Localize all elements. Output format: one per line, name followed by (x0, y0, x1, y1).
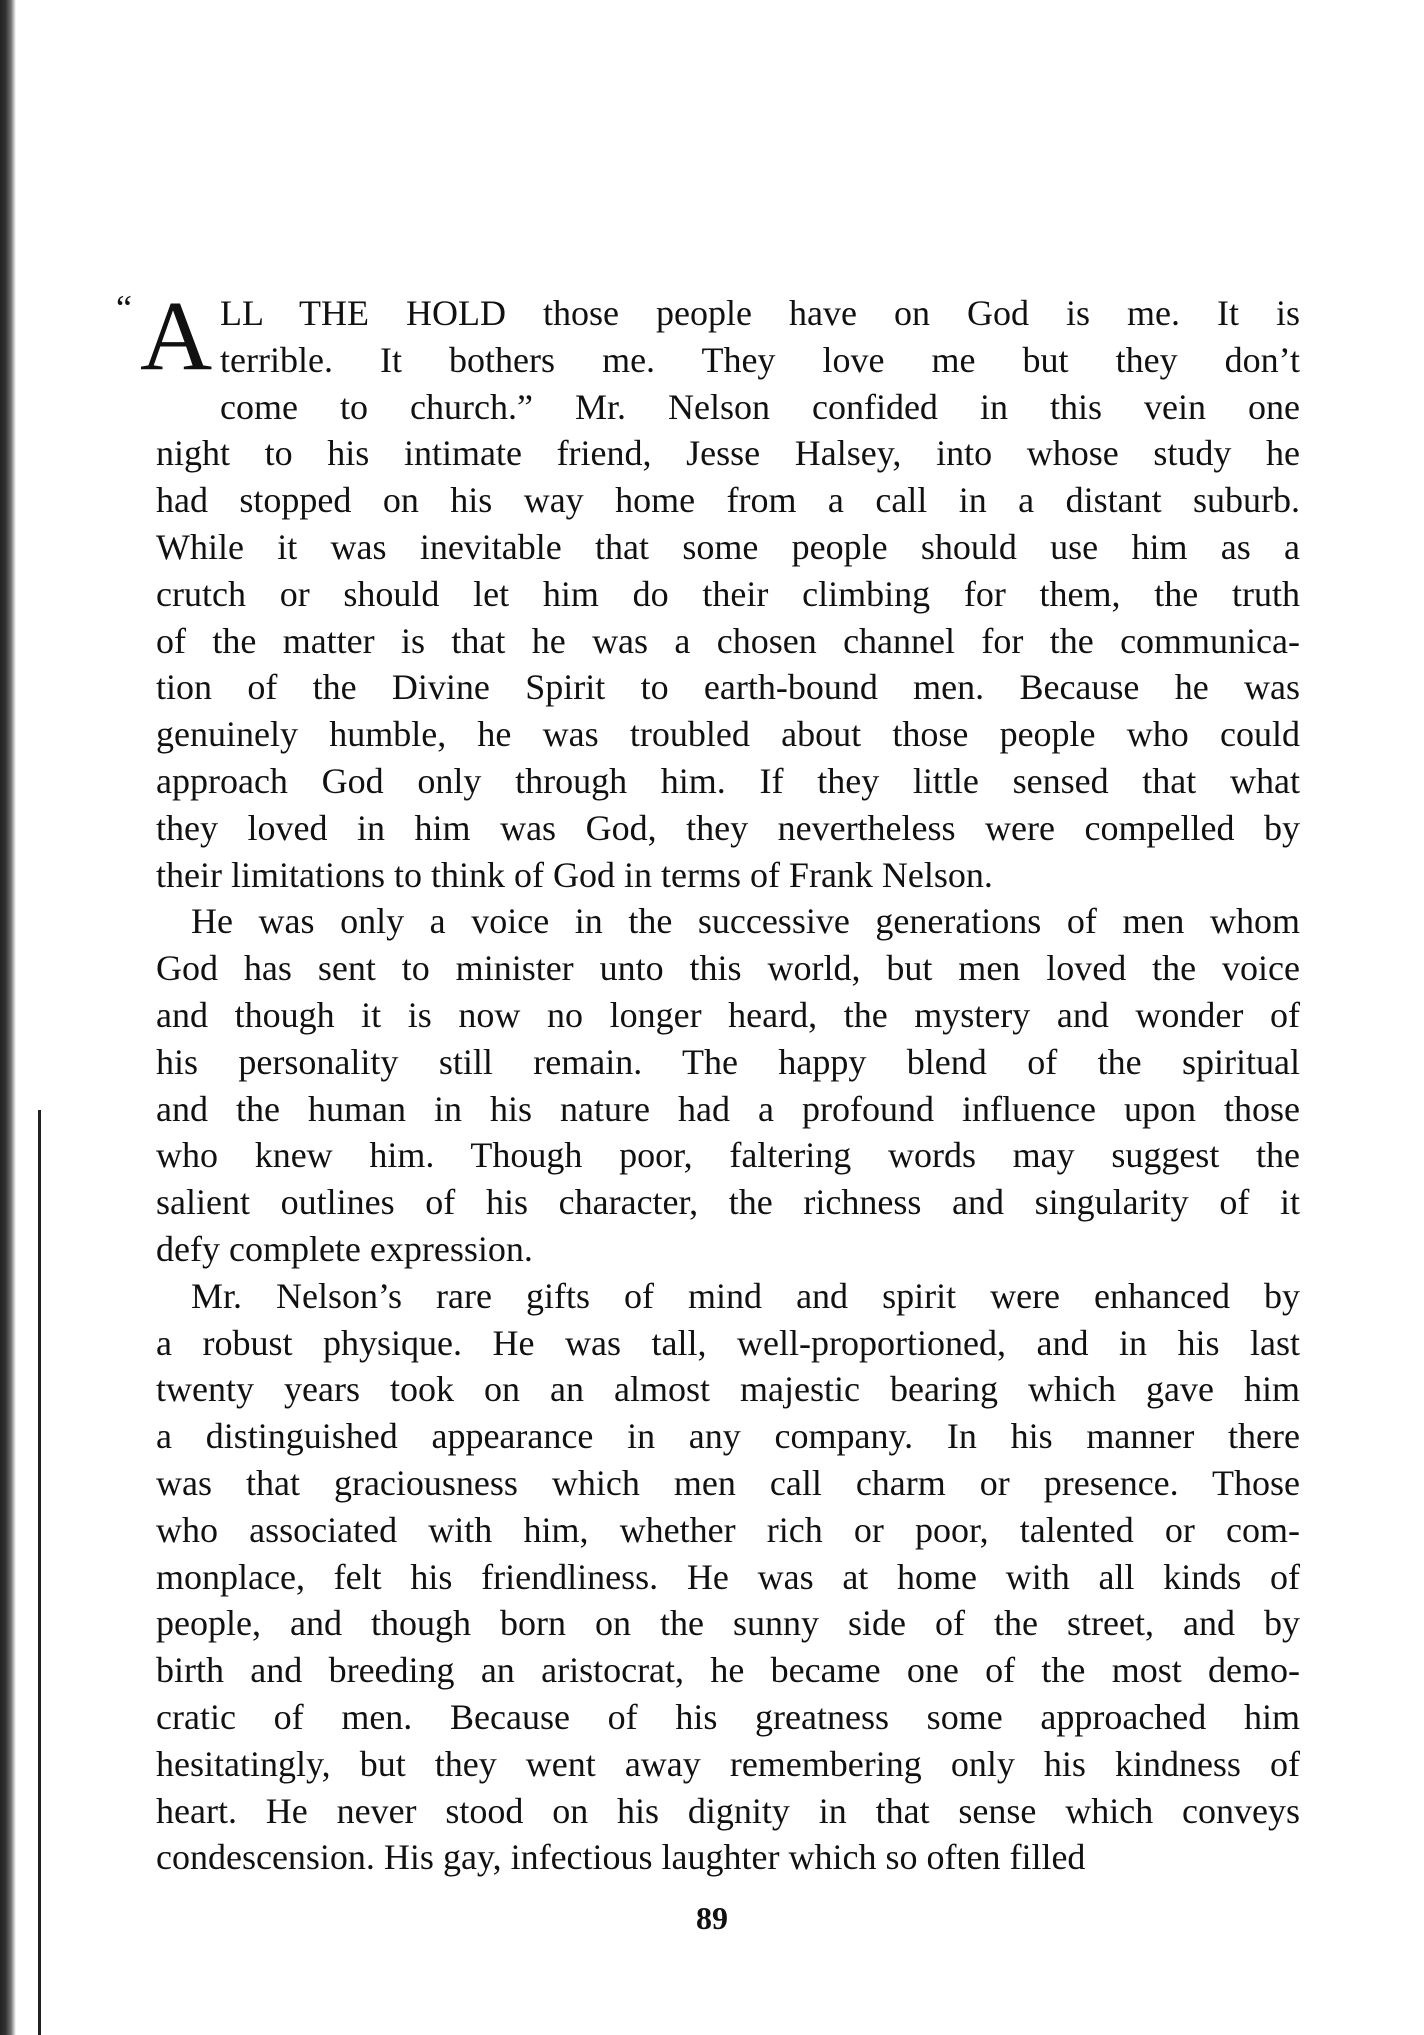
text-line: cratic of men. Because of his greatness some approached him (156, 1697, 1300, 1737)
text-line: LL THE HOLD those people have on God is me. It is (220, 293, 1300, 333)
text-line: and the human in his nature had a profound influence upon those (156, 1088, 1300, 1129)
text-line: his personality still remain. The happy blend of the spiritual (156, 1041, 1300, 1082)
text-line: birth and breeding an aristocrat, he became one of the most demo- (156, 1650, 1300, 1691)
text-line: who associated with him, whether rich or poor, talented or com- (156, 1509, 1300, 1550)
text-line: heart. He never stood on his dignity in that sense which conveys (156, 1790, 1300, 1831)
text-line: night to his intimate friend, Jesse Halsey, into whose study he (156, 433, 1300, 474)
text-line: genuinely humble, he was troubled about those people who could (156, 714, 1300, 755)
text-line: crutch or should let him do their climbing for them, the truth (156, 573, 1300, 614)
text-line: their limitations to think of God in terms of Frank Nelson. (156, 854, 993, 895)
text-line: twenty years took on an almost majestic bearing which gave him (156, 1369, 1300, 1410)
text-line: terrible. It bothers me. They love me but they don’t (220, 339, 1300, 380)
text-line: While it was inevitable that some people should use him as a (156, 527, 1300, 567)
text-line: God has sent to minister unto this world, but men loved the voice (156, 948, 1300, 989)
text-line: of the matter is that he was a chosen channel for the communica- (156, 620, 1300, 661)
text-line: a robust physique. He was tall, well-proportioned, and in his last (156, 1322, 1300, 1363)
text-line: people, and though born on the sunny side of the street, and by (156, 1603, 1300, 1644)
text-line: they loved in him was God, they nevertheless were compelled by (156, 807, 1300, 848)
text-line: approach God only through him. If they little sensed that what (156, 761, 1300, 801)
text-line: monplace, felt his friendliness. He was at home with all kinds of (156, 1556, 1300, 1597)
text-line: tion of the Divine Spirit to earth-bound men. Because he was (156, 667, 1300, 708)
text-line: salient outlines of his character, the richness and singularity of it (156, 1182, 1300, 1223)
page-edge-line (38, 1110, 41, 2035)
opening-quote: “ (116, 288, 132, 328)
page-number: 89 (696, 1900, 728, 1936)
text-line: come to church.” Mr. Nelson confided in this vein one (220, 386, 1300, 427)
text-line: Mr. Nelson’s rare gifts of mind and spirit were enhanced by (191, 1275, 1300, 1316)
text-line: and though it is now no longer heard, the mystery and wonder of (156, 995, 1300, 1035)
text-line: who knew him. Though poor, faltering words may suggest the (156, 1135, 1300, 1176)
text-line: had stopped on his way home from a call in a distant suburb. (156, 480, 1300, 521)
drop-cap: A (140, 286, 212, 386)
text-line: He was only a voice in the successive generations of men whom (191, 901, 1300, 942)
text-line: defy complete expression. (156, 1229, 533, 1269)
text-line: condescension. His gay, infectious laughter which so often filled (156, 1837, 1086, 1878)
text-line: a distinguished appearance in any company. In his manner there (156, 1416, 1300, 1457)
text-line: was that graciousness which men call charm or presence. Those (156, 1463, 1300, 1503)
book-binding-shadow (0, 0, 16, 2035)
text-line: hesitatingly, but they went away remembering only his kindness of (156, 1743, 1300, 1784)
